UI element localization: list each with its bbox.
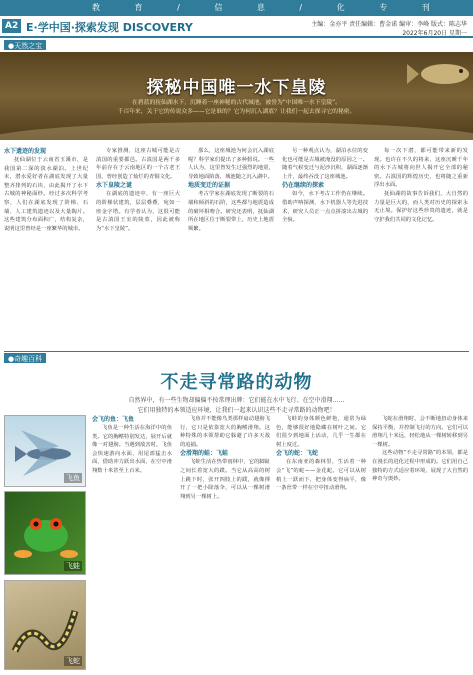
article1-paragraph: 考古学家在湖底发现了断裂的石墙和倾斜的石阶，这些都与地震造成的破坏相吻合。研究还表明，抚仙湖所在地区位于断裂带上，历史上地震频繁。 [188,191,274,232]
article2-column-3 [276,415,366,671]
article1-subtitle-2: 千百年来，关于它的传说众多——它是谁的？它为何沉入湖底？让我们一起去探寻它的秘密。 [117,109,356,115]
article1-column-2 [96,147,180,349]
section-tag-encyclopedia: ●奇趣百科 [4,353,46,363]
article1-paragraph: 专家推测，这座古城可能是古滇国的重要都邑。古滇国是两千多年前存在于云南地区的一个古老王国，曾经创造了灿烂的青铜文化。 [96,148,180,180]
article1-heading-1: 水下遗迹的发现 [4,148,47,155]
article1-paragraph: 那么，这座城池为何会沉入湖底呢？科学家们提出了多种假说。一些人认为，这里曾发生过强烈的地震，导致地面陷落，城池随之沉入湖中。 [188,148,274,180]
article1-paragraph: 在湖底的遗迹中，有一座巨大的阶梯状建筑，层层叠叠，宛如一座金字塔。有学者认为，这很可能是古滇国王室的陵墓，因此被称为“水下皇陵”。 [96,191,180,232]
article1-title: 探秘中国唯一水下皇陵 [146,78,327,98]
article1-column-3 [188,147,274,349]
top-strip [0,0,473,16]
article2-paragraph: 飞鱼是一种生活在海洋中的鱼类。它的胸鳍特别发达，展开后就像一对翅膀。当遇到敌害时，飞鱼会快速游向水面，用尾部猛击水面，借助冲力跃出水面，在空中滑翔数十米甚至上百米。 [92,425,172,474]
article2-paragraph: 飞鱼并不能像鸟类那样扇动翅膀飞行，它只是依靠宽大的胸鳍滑翔。这种特殊的本领帮助它躲避了许多天敌的追捕。 [180,416,270,448]
article2-paragraph: 在东南亚的森林里，生活着一种会“飞”的蛇——金花蛇。它可以从树梢上一跃而下，把身体变得扁平，像一条丝带一样在空中扭动滑翔。 [276,459,366,492]
article1-paragraph: 每一次下潜，都可能带来新的发现。也许在不久的将来，这座沉睡千年的水下古城将向世人揭开它全部的秘密。古滇国的辉煌历史，也将随之重新浮出水面。 [374,148,468,189]
article1-column-1 [4,147,88,349]
article1-heading-2: 水下皇陵之谜 [96,182,133,190]
article1-subtitle-1: 在碧蓝的抚仙湖水下，沉睡着一座神秘的古代城池，被誉为“中国唯一水下皇陵”。 [132,100,341,106]
editor-credits: 主编：金亦平 责任编辑：曹金诺 编审：李峰 版式：陈志华 [311,21,467,28]
flying-fish-caption: 飞鱼 [66,474,80,482]
article2-heading-2: 会滑翔的蛙：飞蛙 [180,450,229,458]
article2-subtitle-1: 自然界中，有一些生物却偏偏不按常理出牌：它们能在水中飞行、在空中滑翔…… [128,397,345,404]
flying-snake-caption: 飞蛇 [66,657,80,665]
article1-column-4 [282,147,368,349]
article1-column-5 [374,147,468,349]
article1-heading-4: 仍在继续的探索 [282,182,325,190]
issue-date: 2022年6月20日 星期一 [402,30,467,37]
article2-heading-3: 会飞的蛇：飞蛇 [276,450,319,458]
article1-paragraph: 抚仙湖位于云南省玉溪市，是我国第二深的淡水湖泊。上世纪末，潜水爱好者在湖底发现了大量整齐排列的石块，由此揭开了水下古城的神秘面纱。经过多次科学考察，人们在湖底发现了阶梯、石墙、人工建筑遗迹以及大量陶片。这些建筑分布面积广，结构复杂，说明这里曾经是一座繁华的城市。 [4,157,88,232]
banner-water-texture [0,122,473,140]
article2-subtitle-2: 它们用独特的本领适应环境，让我们一起来认识这些不走寻常路的动物吧！ [137,407,336,414]
article1-banner [0,52,473,140]
article2-paragraph: 这些动物“不走寻常路”的本领，都是在漫长的进化过程中形成的。它们用自己独特的方式适应着环境，展现了大自然的神奇与奥妙。 [372,450,468,483]
article2-paragraph: 飞蛙生活在热带雨林中，它的脚趾之间长着宽大的蹼。当它从高高的树上跳下时，张开四肢上的蹼，就像撑开了一把小降落伞，可以从一棵树滑翔到另一棵树上。 [180,459,270,500]
flying-fish-photo [4,415,86,487]
page-number: A2 [2,19,21,33]
article2-column-4 [372,415,468,671]
article2-column-2 [180,415,270,671]
article1-paragraph: 如今，水下考古工作仍在继续。借助声呐探测、水下机器人等先进技术，研究人员正一点点拼凑出古城的全貌。 [282,191,368,224]
section-divider [4,351,469,352]
section-tag-nature: ●天然之宝 [4,40,46,50]
article2-paragraph: 飞蛙的身体颜色鲜艳，通常为绿色，能够很好地隐藏在树叶之间。它们很少到地面上活动，几乎一生都在树上度过。 [276,416,366,448]
flying-frog-photo [4,491,86,575]
page-header [0,16,473,38]
section-title: E·学中国·探索发现 DISCOVERY [26,21,193,34]
flying-snake-photo [4,580,86,670]
article2-column-1 [92,415,172,671]
article2-paragraph: 飞蛇在滑翔时，会不断地扭动身体来保持平衡，并控制飞行的方向。它们可以滑翔几十米远，轻松地从一棵树转移到另一棵树。 [372,416,468,448]
article1-paragraph: 另一种观点认为，湖泊水位的变化也可能是古城被淹没的原因之一。随着气候变迁与泥沙沉积，湖面逐渐上升，最终吞没了这座城池。 [282,148,368,180]
article1-heading-3: 地质变迁的证据 [188,182,231,190]
flying-frog-caption: 飞蛙 [66,562,80,570]
article2-heading-1: 会飞的鱼：飞鱼 [92,416,135,423]
article1-paragraph: 抚仙湖的故事告诉我们，大自然的力量是巨大的，而人类对历史的探索永无止境。保护好这些珍贵的遗迹，就是守护我们共同的文化记忆。 [374,190,468,223]
top-slogan: 教 育 / 信 息 / 化 专 刊 [92,3,446,12]
article2-title: 不走寻常路的动物 [160,372,313,393]
